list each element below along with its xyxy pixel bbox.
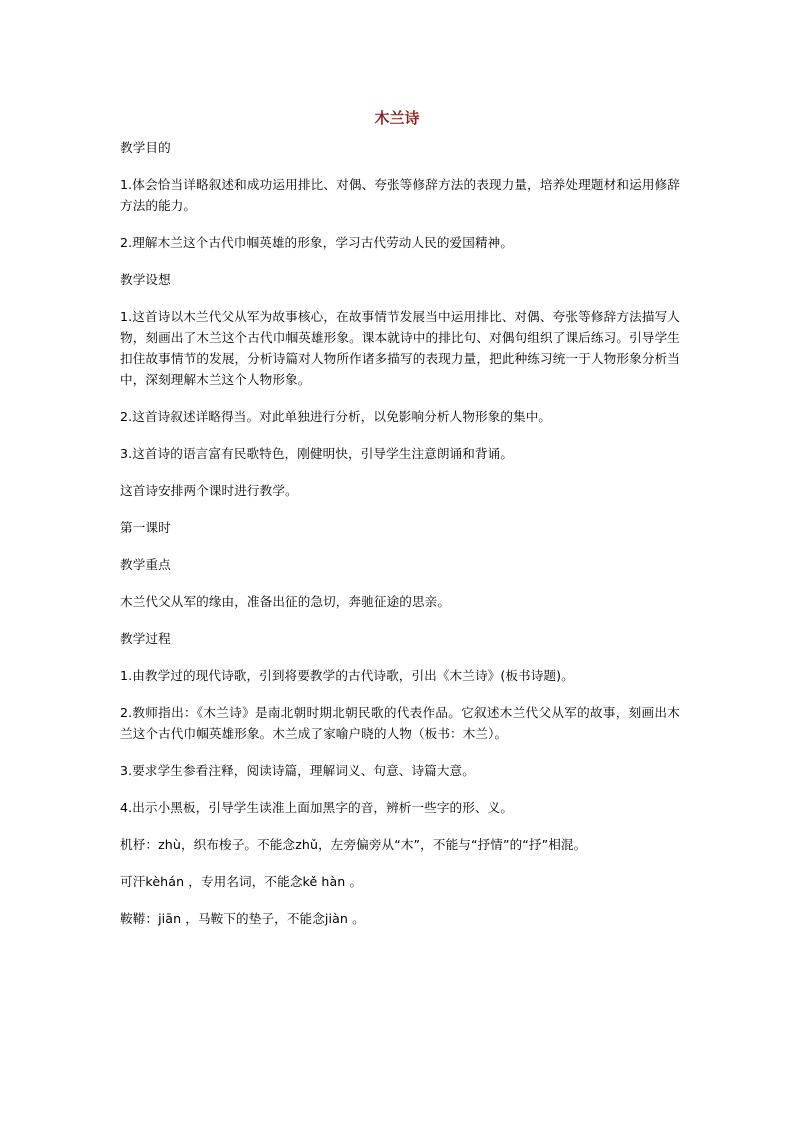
section-heading: 教学设想 <box>120 272 171 287</box>
section-heading: 教学目的 <box>120 140 171 155</box>
paragraph: 4.出示小黑板，引导学生读准上面加黑字的音，辨析一些字的形、义。 <box>120 800 514 815</box>
pronunciation-note: 可汗kèhán ，专用名词，不能念kě hàn 。 <box>120 874 363 889</box>
pronunciation-note: 鞍鞯：jiān ，马鞍下的垫子，不能念jiàn 。 <box>120 911 365 926</box>
section-heading: 第一课时 <box>120 520 171 535</box>
paragraph: 木兰代父从军的缘由，准备出征的急切，奔驰征途的思亲。 <box>120 594 451 609</box>
pronunciation-note: 机杼：zhù，织布梭子。不能念zhǔ，左旁偏旁从“木”，不能与“抒情”的“抒”相混。 <box>120 837 587 852</box>
paragraph: 3.要求学生参看注释，阅读诗篇，理解词义、句意、诗篇大意。 <box>120 763 475 778</box>
paragraph: 2.这首诗叙述详略得当。对此单独进行分析，以免影响分析人物形象的集中。 <box>120 409 552 424</box>
section-heading: 教学过程 <box>120 631 171 646</box>
paragraph: 3.这首诗的语言富有民歌特色，刚健明快，引导学生注意朗诵和背诵。 <box>120 446 514 461</box>
paragraph: 2.教师指出：《木兰诗》是南北朝时期北朝民歌的代表作品。它叙述木兰代父从军的故事，刻画出木兰这个古代巾帼英雄形象。木兰成了家喻户晓的人物（板书：木兰）。 <box>120 705 680 741</box>
page-title: 木兰诗 <box>374 109 420 127</box>
document-body <box>120 137 680 945</box>
paragraph: 这首诗安排两个课时进行教学。 <box>120 483 298 498</box>
paragraph: 1.这首诗以木兰代父从军为故事核心，在故事情节发展当中运用排比、对偶、夸张等修辞方法描写人物，刻画出了木兰这个古代巾帼英雄形象。课本就诗中的排比句、对偶句组织了课后练习。引导学生扣住故事情节的发展，分析诗篇对人物所作诸多描写的表现力量，把此种练习统一于人物形象分析当中，深刻理解木兰这个人物形象。 <box>120 309 680 387</box>
paragraph: 1.体会恰当详略叙述和成功运用排比、对偶、夸张等修辞方法的表现力量，培养处理题材和运用修辞方法的能力。 <box>120 177 680 213</box>
paragraph: 1.由教学过的现代诗歌，引到将要教学的古代诗歌，引出《木兰诗》(板书诗题)。 <box>120 668 574 683</box>
paragraph: 2.理解木兰这个古代巾帼英雄的形象，学习古代劳动人民的爱国精神。 <box>120 235 514 250</box>
section-heading: 教学重点 <box>120 557 171 572</box>
